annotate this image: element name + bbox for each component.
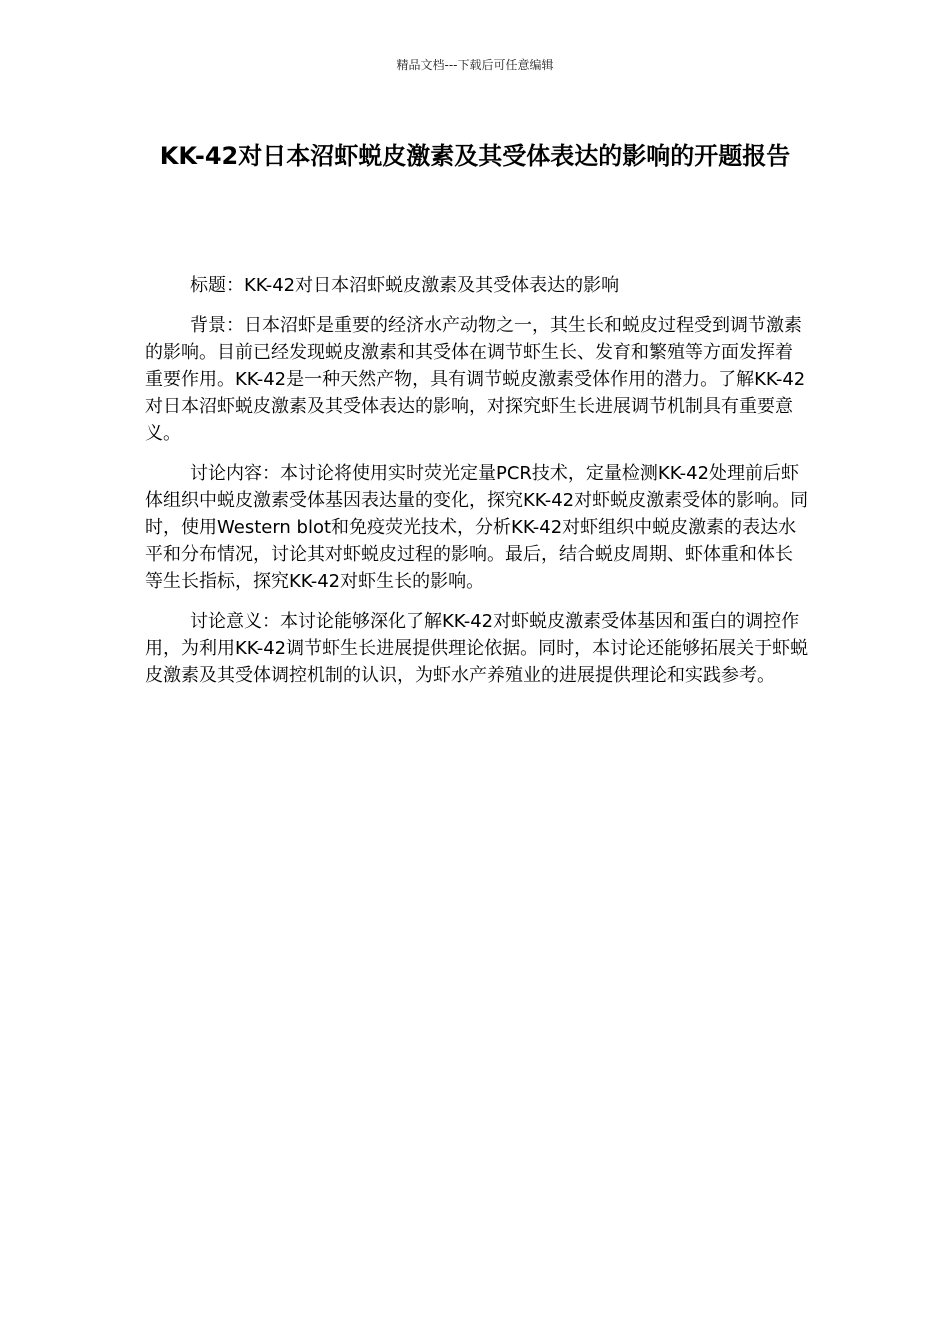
document-body: [145, 272, 810, 702]
paragraph-topic: 标题：KK-42对日本沼虾蜕皮激素及其受体表达的影响: [190, 275, 620, 296]
document-title: KK-42对日本沼虾蜕皮激素及其受体表达的影响的开题报告: [159, 142, 791, 170]
paragraph-background: 背景：日本沼虾是重要的经济水产动物之一，其生长和蜕皮过程受到调节激素的影响。目前已经发现蜕皮激素和其受体在调节虾生长、发育和繁殖等方面发挥着重要作用。KK-42是一种天然产物，具有调节蜕皮激素受体作用的潜力。了解KK-42对日本沼虾蜕皮激素及其受体表达的影响，对探究虾生长进展调节机制具有重要意义。: [145, 315, 806, 444]
paragraph-research-significance: 讨论意义：本讨论能够深化了解KK-42对虾蜕皮激素受体基因和蛋白的调控作用，为利用KK-42调节虾生长进展提供理论依据。同时，本讨论还能够拓展关于虾蜕皮激素及其受体调控机制的认识，为虾水产养殖业的进展提供理论和实践参考。: [145, 611, 809, 686]
page-header-note: 精品文档---下载后可任意编辑: [396, 58, 554, 72]
paragraph-research-content: 讨论内容：本讨论将使用实时荧光定量PCR技术，定量检测KK-42处理前后虾体组织中蜕皮激素受体基因表达量的变化，探究KK-42对虾蜕皮激素受体的影响。同时，使用Western blot和免疫荧光技术，分析KK-42对虾组织中蜕皮激素的表达水平和分布情况，讨论其对虾蜕皮过程的影响。最后，结合蜕皮周期、虾体重和体长等生长指标，探究KK-42对虾生长的影响。: [145, 463, 809, 592]
